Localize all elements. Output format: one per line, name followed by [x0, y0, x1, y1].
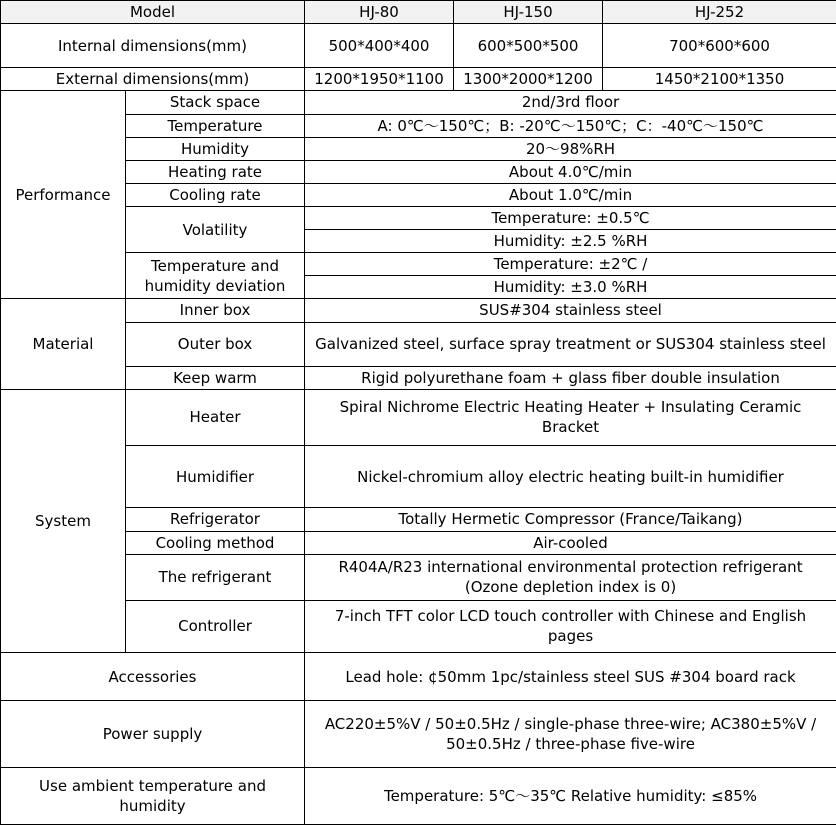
accessories-value: Lead hole: ¢50mm 1pc/stainless steel SUS #304 board rack [305, 653, 836, 701]
cooling-method-row [1, 531, 836, 554]
header-row [1, 1, 836, 24]
controller-label: Controller [126, 600, 305, 652]
external-dimensions-label: External dimensions(mm) [1, 68, 305, 91]
humidifier-row [1, 446, 836, 508]
heating-rate-label: Heating rate [126, 160, 305, 183]
heater-value: Spiral Nichrome Electric Heating Heater + Insulating Ceramic Bracket [305, 389, 836, 445]
temperature-value: A: 0℃～150℃；B: -20℃～150℃；C：-40℃～150℃ [305, 114, 836, 137]
volatility-humidity: Humidity: ±2.5 %RH [305, 230, 836, 253]
deviation-temperature: Temperature: ±2℃ / [305, 253, 836, 276]
inner-box-value: SUS#304 stainless steel [305, 299, 836, 322]
cooling-method-label: Cooling method [126, 531, 305, 554]
deviation-label: Temperature and humidity deviation [126, 253, 305, 299]
refrigerator-label: Refrigerator [126, 508, 305, 531]
humidifier-value: Nickel-chromium alloy electric heating built-in humidifier [305, 446, 836, 508]
performance-label: Performance [1, 91, 126, 299]
keep-warm-row [1, 366, 836, 389]
accessories-label: Accessories [1, 653, 305, 701]
refrigerator-row [1, 508, 836, 531]
stack-space-row [1, 91, 836, 114]
stack-space-value: 2nd/3rd floor [305, 91, 836, 114]
refrigerant-value: R404A/R23 international environmental protection refrigerant (Ozone depletion index is 0) [305, 554, 836, 600]
inner-box-label: Inner box [126, 299, 305, 322]
ambient-row [1, 767, 836, 824]
internal-dimensions-hj-252: 700*600*600 [603, 24, 836, 68]
outer-box-row [1, 322, 836, 366]
volatility-row [1, 206, 836, 229]
outer-box-value: Galvanized steel, surface spray treatment or SUS304 stainless steel [305, 322, 836, 366]
humidifier-label: Humidifier [126, 446, 305, 508]
ambient-value: Temperature: 5℃～35℃ Relative humidity: ≤85% [305, 767, 836, 824]
temperature-row [1, 114, 836, 137]
volatility-label: Volatility [126, 206, 305, 252]
cooling-method-value: Air-cooled [305, 531, 836, 554]
humidity-row [1, 137, 836, 160]
external-dimensions-hj-252: 1450*2100*1350 [603, 68, 836, 91]
humidity-label: Humidity [126, 137, 305, 160]
model-hj-150: HJ-150 [454, 1, 603, 24]
inner-box-row [1, 299, 836, 322]
refrigerant-row [1, 554, 836, 600]
deviation-row [1, 253, 836, 276]
internal-dimensions-row [1, 24, 836, 68]
heater-row [1, 389, 836, 445]
deviation-humidity: Humidity: ±3.0 %RH [305, 276, 836, 299]
heater-label: Heater [126, 389, 305, 445]
external-dimensions-hj-150: 1300*2000*1200 [454, 68, 603, 91]
volatility-temperature: Temperature: ±0.5℃ [305, 206, 836, 229]
temperature-label: Temperature [126, 114, 305, 137]
humidity-value: 20～98%RH [305, 137, 836, 160]
keep-warm-label: Keep warm [126, 366, 305, 389]
external-dimensions-hj-80: 1200*1950*1100 [305, 68, 454, 91]
refrigerator-value: Totally Hermetic Compressor (France/Taikang) [305, 508, 836, 531]
heating-rate-row [1, 160, 836, 183]
internal-dimensions-hj-80: 500*400*400 [305, 24, 454, 68]
controller-value: 7-inch TFT color LCD touch controller with Chinese and English pages [305, 600, 836, 652]
system-label: System [1, 389, 126, 652]
refrigerant-label: The refrigerant [126, 554, 305, 600]
model-label: Model [1, 1, 305, 24]
cooling-rate-value: About 1.0℃/min [305, 183, 836, 206]
stack-space-label: Stack space [126, 91, 305, 114]
internal-dimensions-hj-150: 600*500*500 [454, 24, 603, 68]
external-dimensions-row [1, 68, 836, 91]
cooling-rate-row [1, 183, 836, 206]
power-supply-label: Power supply [1, 701, 305, 767]
cooling-rate-label: Cooling rate [126, 183, 305, 206]
power-supply-row [1, 701, 836, 767]
keep-warm-value: Rigid polyurethane foam + glass fiber double insulation [305, 366, 836, 389]
outer-box-label: Outer box [126, 322, 305, 366]
accessories-row [1, 653, 836, 701]
heating-rate-value: About 4.0℃/min [305, 160, 836, 183]
internal-dimensions-label: Internal dimensions(mm) [1, 24, 305, 68]
power-supply-value: AC220±5%V / 50±0.5Hz / single-phase three-wire; AC380±5%V / 50±0.5Hz / three-phase five-wire [305, 701, 836, 767]
model-hj-80: HJ-80 [305, 1, 454, 24]
material-label: Material [1, 299, 126, 389]
ambient-label: Use ambient temperature and humidity [1, 767, 305, 824]
controller-row [1, 600, 836, 652]
model-hj-252: HJ-252 [603, 1, 836, 24]
